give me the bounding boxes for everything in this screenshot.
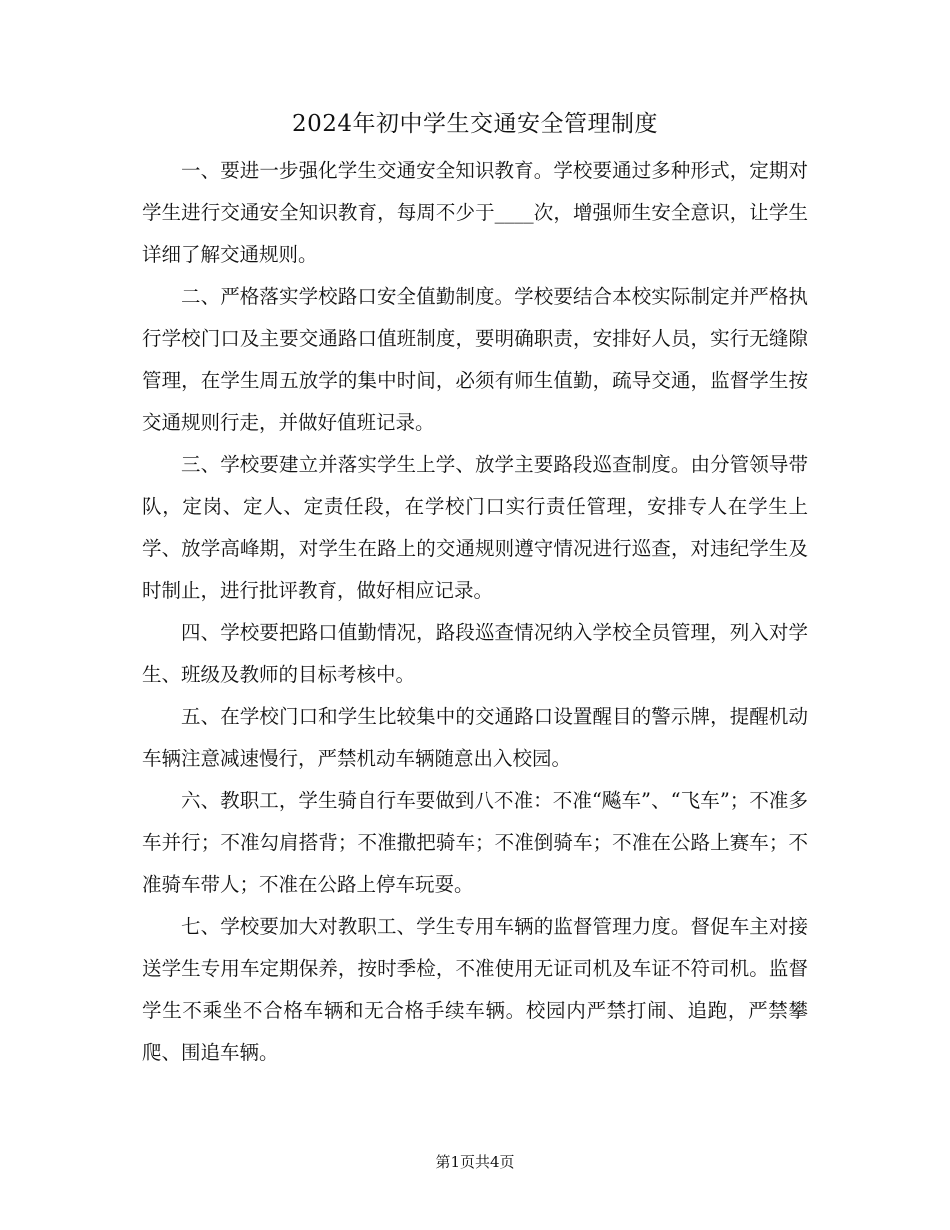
document-title: 2024年初中学生交通安全管理制度 <box>291 111 659 137</box>
paragraph-6: 六、教职工，学生骑自行车要做到八不准：不准“飚车”、“飞车”；不准多车并行；不准勾肩搭背；不准撒把骑车；不准倒骑车；不准在公路上赛车；不准骑车带人；不准在公路上停车玩耍。 <box>142 789 808 896</box>
paragraph-1: 一、要进一步强化学生交通安全知识教育。学校要通过多种形式，定期对学生进行交通安全知识教育，每周不少于____次，增强师生安全意识，让学生详细了解交通规则。 <box>142 159 808 266</box>
paragraph-7: 七、学校要加大对教职工、学生专用车辆的监督管理力度。督促车主对接送学生专用车定期保养，按时季检，不准使用无证司机及车证不符司机。监督学生不乘坐不合格车辆和无合格手续车辆。校园内严禁打闹、追跑，严禁攀爬、围追车辆。 <box>142 915 808 1064</box>
document-body <box>142 150 808 1074</box>
paragraph-5: 五、在学校门口和学生比较集中的交通路口设置醒目的警示牌，提醒机动车辆注意减速慢行，严禁机动车辆随意出入校园。 <box>142 705 808 770</box>
page-number-footer: 第1页共4页 <box>435 1153 515 1171</box>
paragraph-4: 四、学校要把路口值勤情况，路段巡查情况纳入学校全员管理，列入对学生、班级及教师的目标考核中。 <box>142 621 808 686</box>
paragraph-2: 二、严格落实学校路口安全值勤制度。学校要结合本校实际制定并严格执行学校门口及主要交通路口值班制度，要明确职责，安排好人员，实行无缝隙管理，在学生周五放学的集中时间，必须有师生值勤，疏导交通，监督学生按交通规则行走，并做好值班记录。 <box>142 285 808 434</box>
paragraph-3: 三、学校要建立并落实学生上学、放学主要路段巡查制度。由分管领导带队，定岗、定人、定责任段，在学校门口实行责任管理，安排专人在学生上学、放学高峰期，对学生在路上的交通规则遵守情况进行巡查，对违纪学生及时制止，进行批评教育，做好相应记录。 <box>142 453 808 602</box>
